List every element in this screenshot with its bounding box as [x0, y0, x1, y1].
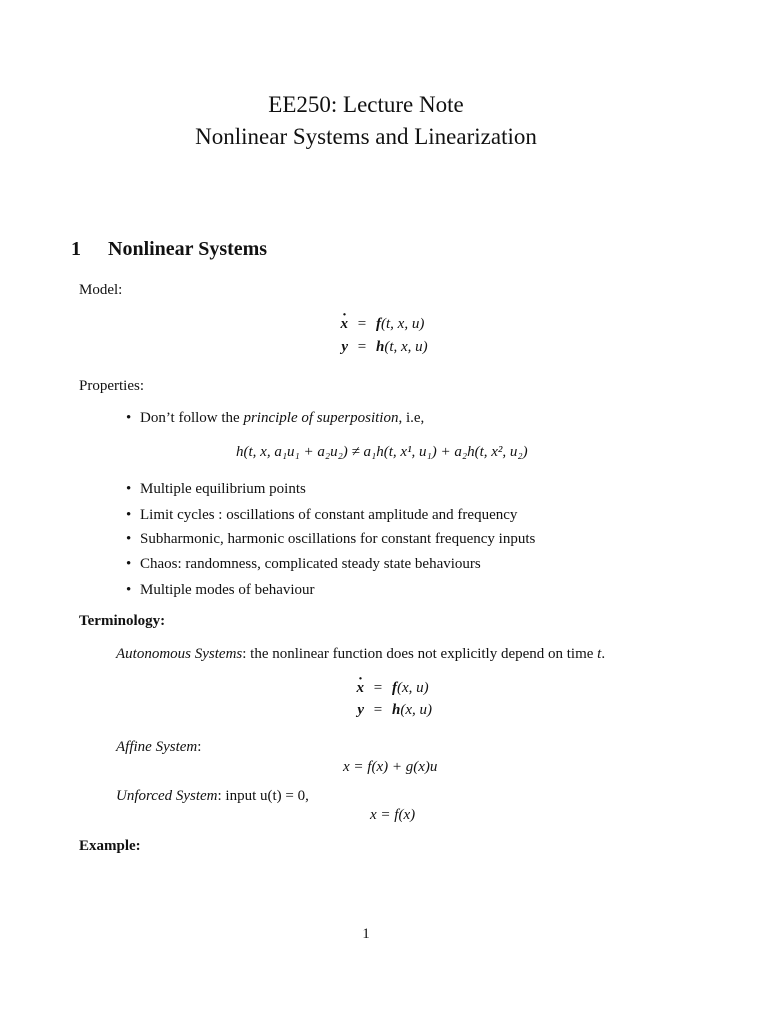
bullet-icon: •	[126, 481, 132, 497]
model-equation-2	[326, 339, 428, 356]
bullet-icon: •	[126, 507, 132, 523]
title-line-2: Nonlinear Systems and Linearization	[195, 124, 537, 149]
list-item	[126, 582, 315, 599]
auto-eq1-func: f	[392, 680, 397, 696]
autonomous-text: : the nonlinear function does not explicitly depend on time	[242, 646, 598, 662]
autonomous-equation-2	[342, 702, 432, 719]
unforced-definition	[116, 788, 309, 805]
section-heading	[71, 238, 267, 261]
list-item-text: Multiple modes of behaviour	[140, 582, 315, 598]
title-line-1: EE250: Lecture Note	[268, 92, 464, 117]
model-eq1-args: (t, x, u)	[381, 316, 425, 332]
autonomous-end: .	[601, 646, 606, 662]
autonomous-definition	[116, 646, 605, 663]
auto-eq1-lhs: · x	[357, 680, 365, 697]
auto-eq1-equals: =	[373, 680, 383, 696]
autonomous-equation-1	[342, 680, 429, 697]
bullet-icon: •	[126, 531, 132, 547]
model-eq2-func: h	[376, 339, 385, 355]
list-item-text: Multiple equilibrium points	[140, 481, 306, 497]
page-number: 1	[362, 926, 370, 942]
model-eq2-args: (t, x, u)	[384, 339, 428, 355]
auto-eq1-args: (x, u)	[397, 680, 429, 696]
affine-definition	[116, 739, 201, 756]
section-number: 1	[71, 238, 81, 260]
model-eq1-func: f	[376, 316, 381, 332]
bullet-icon: •	[126, 582, 132, 598]
superposition-equation: h(t, x, a₁u₁ + a₂u₂) ≠ a₁h(t, x¹, u₁) + a₂h(t, x², u₂)	[236, 444, 528, 460]
list-item-text: Chaos: randomness, complicated steady state behaviours	[140, 556, 481, 572]
auto-eq2-func: h	[392, 702, 401, 718]
affine-text: :	[197, 739, 202, 755]
autonomous-term: Autonomous Systems	[116, 646, 243, 662]
list-item	[126, 556, 481, 573]
auto-eq2-args: (x, u)	[400, 702, 432, 718]
model-eq2-lhs: y	[341, 339, 348, 355]
bullet-icon: •	[126, 410, 132, 426]
affine-term: Affine System	[116, 739, 198, 755]
superposition-term: principle of superposition	[243, 410, 399, 426]
list-item-text: Limit cycles : oscillations of constant amplitude and frequency	[140, 507, 518, 523]
superposition-bullet	[126, 410, 424, 427]
document-title	[0, 89, 732, 153]
unforced-term: Unforced System	[116, 788, 218, 804]
unforced-text: : input u(t) = 0,	[217, 788, 309, 804]
auto-eq2-lhs: y	[357, 702, 364, 718]
list-item-text: Subharmonic, harmonic oscillations for constant frequency inputs	[140, 531, 536, 547]
model-equation-1	[326, 316, 424, 333]
model-eq1-lhs: · x	[341, 316, 349, 333]
superposition-prefix: Don’t follow the	[140, 410, 244, 426]
affine-equation: x = f(x) + g(x)u	[343, 759, 438, 775]
unforced-equation: x = f(x)	[370, 807, 416, 823]
terminology-label: Terminology:	[79, 613, 166, 629]
list-item	[126, 481, 306, 498]
bullet-icon: •	[126, 556, 132, 572]
list-item	[126, 531, 535, 548]
model-eq2-equals: =	[357, 339, 367, 355]
properties-label: Properties:	[79, 378, 144, 394]
autonomous-var: t	[597, 646, 602, 662]
list-item	[126, 507, 517, 524]
superposition-suffix: , i.e,	[398, 410, 425, 426]
model-label: Model:	[79, 282, 123, 298]
section-title: Nonlinear Systems	[108, 238, 268, 260]
example-label: Example:	[79, 838, 141, 854]
auto-eq2-equals: =	[373, 702, 383, 718]
model-eq1-equals: =	[357, 316, 367, 332]
